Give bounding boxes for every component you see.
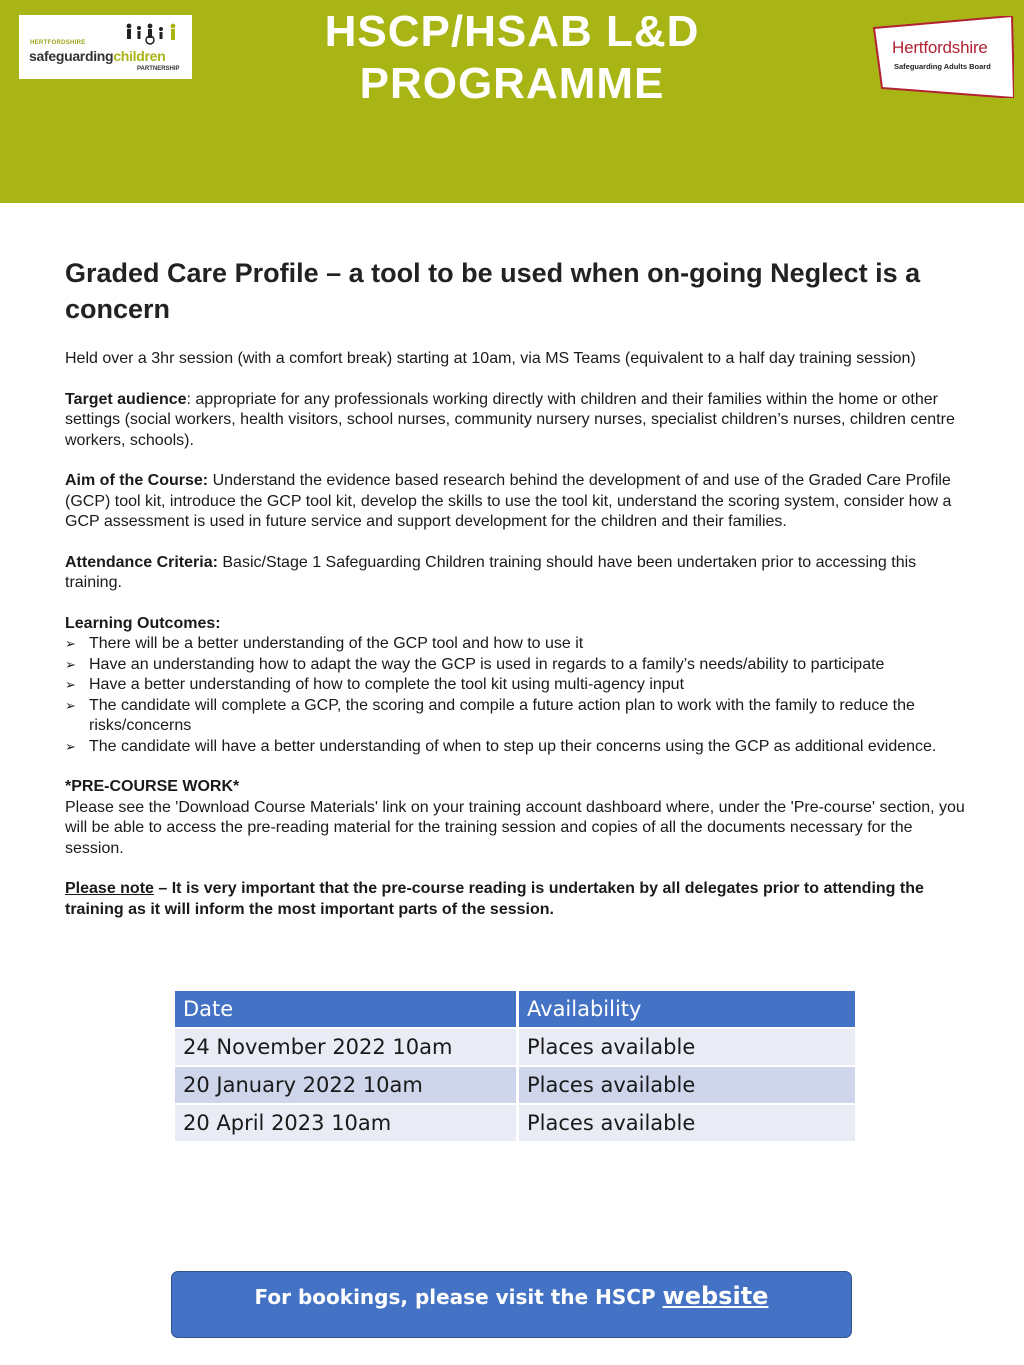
note-lead: Please note	[65, 880, 154, 897]
target-audience-label: Target audience	[65, 390, 187, 408]
availability-cell: Places available	[518, 1066, 857, 1104]
outcome-text: Have a better understanding of how to complete the tool kit using multi-agency input	[89, 676, 685, 693]
header-title-line1: HSCP/HSAB L&D	[324, 7, 700, 56]
table-row	[175, 1066, 857, 1104]
important-note	[65, 879, 965, 920]
learning-outcomes-title: Learning Outcomes:	[65, 614, 221, 632]
booking-banner	[171, 1271, 852, 1338]
logo-sub-text: PARTNERSHIP	[137, 66, 180, 72]
session-info: Held over a 3hr session (with a comfort break) starting at 10am, via MS Teams (equivalent to a half day training session)	[65, 350, 916, 367]
header-title-line2: PROGRAMME	[359, 59, 665, 108]
date-cell: 20 April 2023 10am	[175, 1104, 518, 1142]
learning-outcomes	[65, 614, 965, 758]
pre-course-work	[65, 777, 965, 859]
outcome-text: The candidate will complete a GCP, the scoring and compile a future action plan to work with the family to reduce the risks/concerns	[89, 696, 915, 734]
date-cell: 20 January 2022 10am	[175, 1066, 518, 1104]
arrow-bullet-icon: ➢	[65, 697, 76, 713]
course-aim	[65, 471, 965, 533]
availability-cell: Places available	[518, 1104, 857, 1142]
booking-text: For bookings, please visit the HSCP	[254, 1285, 663, 1309]
availability-cell: Places available	[518, 1028, 857, 1066]
pre-course-text: Please see the 'Download Course Materials' link on your training account dashboard where, under the 'Pre-course' section, you will be able to access the pre-reading material for the training session and copies of all the documents necessary for the session.	[65, 798, 965, 857]
header-band	[0, 0, 1024, 203]
logo-small-text: HERTFORDSHIRE	[30, 40, 86, 46]
learning-outcomes-list	[65, 634, 965, 757]
hsab-logo-line2: Safeguarding Adults Board	[894, 62, 991, 71]
table-row	[175, 1104, 857, 1142]
pre-course-title: *PRE-COURSE WORK*	[65, 778, 240, 795]
table-header-row	[175, 991, 857, 1028]
arrow-bullet-icon: ➢	[65, 636, 76, 651]
target-audience	[65, 390, 965, 452]
hscp-logo	[19, 15, 192, 79]
target-audience-text: : appropriate for any professionals working directly with children and their families within the home or other settings (social workers, health visitors, school nurses, community nursery nurses, specialist children’s nurses, children centre workers, schools).	[65, 390, 955, 449]
family-figures-icon	[123, 23, 183, 45]
list-item	[65, 696, 965, 737]
list-item	[65, 675, 965, 696]
course-title: Graded Care Profile – a tool to be used when on-going Neglect is a concern	[65, 258, 921, 324]
attendance-criteria-text: Basic/Stage 1 Safeguarding Children training should have been undertaken prior to accessing this training.	[65, 553, 917, 591]
arrow-bullet-icon: ➢	[65, 656, 76, 672]
outcome-text: Have an understanding how to adapt the way the GCP is used in regards to a family’s needs/ability to participate	[89, 655, 885, 673]
column-header-availability: Availability	[518, 991, 857, 1028]
table-row	[175, 1028, 857, 1066]
course-content	[65, 255, 965, 940]
outcome-text: The candidate will have a better understanding of when to step up their concerns using the GCP as additional evidence.	[89, 737, 937, 755]
list-item	[65, 634, 965, 655]
logo-big-b: children	[113, 48, 166, 64]
website-link[interactable]: website	[662, 1282, 769, 1310]
course-aim-text: Understand the evidence based research behind the development of and use of the Graded Care Profile (GCP) tool kit, introduce the GCP tool kit, develop the skills to use the tool kit, understand the scoring system, consider how a GCP assessment is used in future service and support development for the children and their families.	[65, 472, 952, 530]
schedule-table	[175, 991, 858, 1143]
course-aim-label: Aim of the Course:	[65, 472, 209, 489]
arrow-bullet-icon: ➢	[65, 738, 76, 754]
hsab-logo-line1: Hertfordshire	[892, 38, 988, 57]
logo-big-text	[29, 48, 165, 64]
attendance-criteria-label: Attendance Criteria:	[65, 553, 218, 571]
attendance-criteria	[65, 553, 965, 594]
outcome-text: There will be a better understanding of the GCP tool and how to use it	[89, 635, 584, 652]
logo-big-a: safeguarding	[29, 48, 114, 64]
date-cell: 24 November 2022 10am	[175, 1028, 518, 1066]
list-item	[65, 655, 965, 676]
column-header-date: Date	[175, 991, 518, 1028]
list-item	[65, 737, 965, 758]
note-text: – It is very important that the pre-course reading is undertaken by all delegates prior to attending the training as it will inform the most important parts of the session.	[65, 880, 924, 918]
page-header-title	[262, 6, 762, 110]
arrow-bullet-icon: ➢	[65, 677, 76, 692]
hsab-logo	[872, 16, 1014, 98]
